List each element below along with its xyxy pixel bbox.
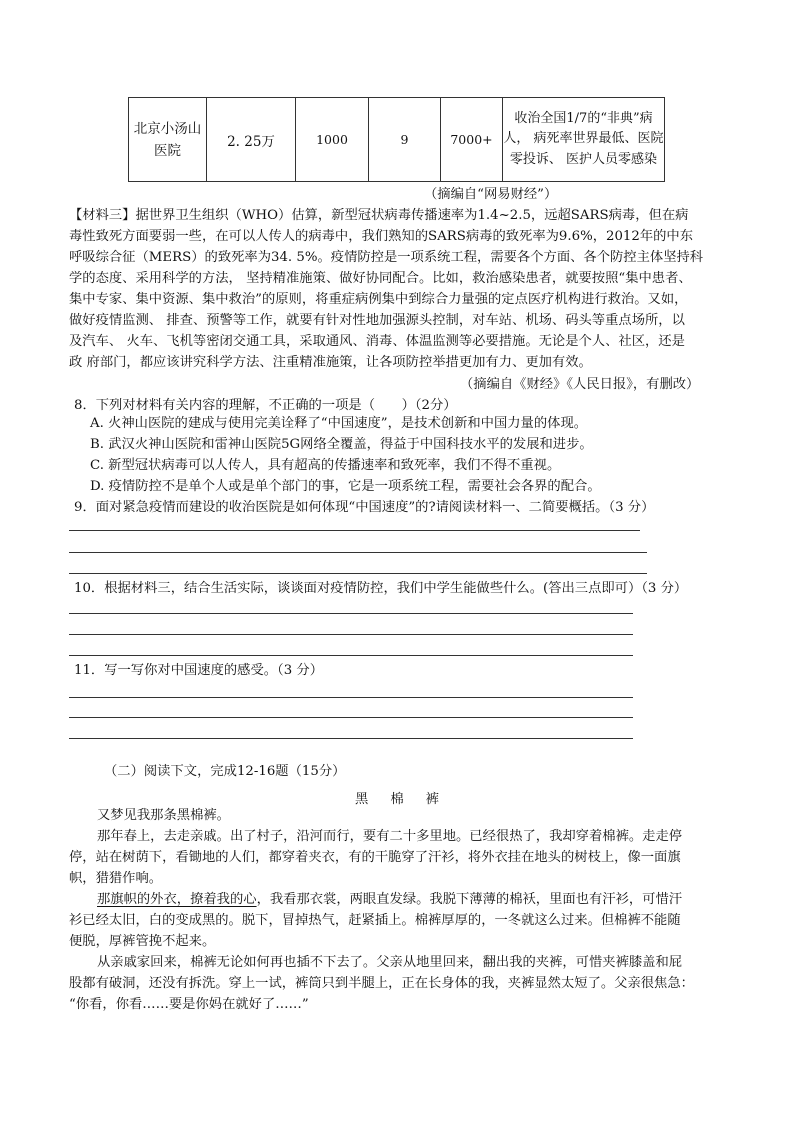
answer-line[interactable] [69,613,633,614]
story-title-char: 裤 [425,792,439,807]
material3-line: 及汽车、 火车、飞机等密闭交通工具，采取通风、消毒、体温监测等必要措施。无论是个人、社区，还是 [69,334,685,349]
story-paragraph-line: 那年春上，去走亲戚。出了村子，沿河而行，要有二十多里地。已经很热了，我却穿着棉裤。走走停 [97,829,683,844]
material3-line: 集中专家、集中资源、集中救治”的原则，将重症病例集中到综合力量强的定点医疗机构进行救治。又如， [69,292,688,307]
material3-line: 【材料三】据世界卫生组织（WHO）估算，新型冠状病毒传播速率为1.4~2.5，远超SARS病毒，但在病 [69,208,689,223]
answer-line[interactable] [69,573,647,574]
staff-cell: 7000+ [441,98,503,182]
story-paragraph-line: 从亲戚家回来，棉裤无论如何再也插不下去了。父亲从地里回来，翻出我的夹裤，可惜夹裤膝盖和屁 [97,955,683,970]
story-paragraph-line: 停，站在树荫下，看锄地的人们，都穿着夹衣，有的干脆穿了汗衫，将外衣挂在地头的树枝上，像一面旗 [69,850,681,865]
hospital-table [128,97,665,182]
q8-stem: 8．下列对材料有关内容的理解，不正确的一项是（ ）（2分） [74,398,457,413]
answer-line[interactable] [69,634,633,635]
hospital-name-cell: 北京小汤山医院 [129,98,207,182]
story-text: ，我看那衣裳，两眼直发绿。我脱下薄薄的棉袄，里面也有汗衫，可惜汗 [256,892,683,907]
q11-stem: 11．写一写你对中国速度的感受。（3 分） [74,663,324,678]
underlined-sentence: 那旗帜的外衣，撩着我的心 [97,892,257,907]
material3-line: 做好疫情监测、 排查、预警等工作，就要有针对性地加强源头控制，对车站、机场、码头等重点场所，以 [69,313,685,328]
answer-line[interactable] [69,530,640,531]
q8-option-d: D. 疫情防控不是单个人或是单个部门的事，它是一项系统工程，需要社会各界的配合。 [90,479,601,494]
area-cell: 2. 25万 [207,98,296,182]
q9-stem: 9．面对紧急疫情而建设的收治医院是如何体现“中国速度”的?请阅读材料一、二简要概括。（3 分） [74,500,655,515]
material3-line: 毒性致死方面要弱一些，在可以人传人的病毒中，我们熟知的SARS病毒的致死率为9.6%，2012年的中东 [69,229,694,244]
note-cell: 收治全国1/7的“非典”病人， 病死率世界最低、医院零投诉、 医护人员零感染 [503,98,665,182]
answer-line[interactable] [69,552,647,553]
answer-line[interactable] [69,697,633,698]
story-paragraph-line: 股都有破洞，还没有拆洗。穿上一试，裤筒只到半腿上，正在长身体的我，夹裤显然太短了。父亲很焦急： [69,976,694,991]
beds-cell: 1000 [296,98,369,182]
section-two-heading: （二）阅读下文，完成12-16题（15分） [104,764,346,779]
table-row [129,98,665,182]
story-title-char: 棉 [390,792,404,807]
story-paragraph-line: 衫已经太旧，白的变成黑的。脱下，冒掉热气，赶紧插上。棉裤厚厚的，一冬就这么过来。但棉裤不能随 [69,913,681,928]
story-paragraph-line: 帜，猎猎作响。 [69,871,163,886]
q8-option-c: C. 新型冠状病毒可以人传人，具有超高的传播速率和致死率，我们不得不重视。 [90,458,561,473]
answer-line[interactable] [69,717,633,718]
q10-stem: 10．根据材料三，结合生活实际，谈谈面对疫情防控，我们中学生能做些什么。(答出三点即可）（3 分） [74,581,688,596]
source-caijing: （摘编自《财经》《人民日报》，有删改） [460,377,700,392]
story-paragraph-line: 便脱，厚裤管挽不起来。 [69,934,216,949]
source-netease: （摘编自“网易财经”） [424,187,558,202]
story-paragraph-line: “你看，你看……要是你妈在就好了……” [69,997,309,1012]
story-paragraph-line [97,889,757,910]
story-paragraph-1: 又梦见我那条黑棉裤。 [97,808,230,823]
days-cell: 9 [369,98,441,182]
material3-line: 学的态度、采用科学的方法， 坚持精准施策、做好协同配合。比如，救治感染患者，就要按照“集中患者、 [69,271,692,286]
q8-option-a: A. 火神山医院的建成与使用完美诠释了“中国速度”，是技术创新和中国力量的体现。 [90,416,588,431]
answer-line[interactable] [69,655,633,656]
material3-line: 呼吸综合征（MERS）的致死率为34. 5%。疫情防控是一项系统工程，需要各个方面、各个防控主体坚持科 [69,250,704,265]
answer-line[interactable] [69,738,633,739]
material3-line: 政 府部门，都应该讲究科学方法、注重精准施策，让各项防控举措更加有力、更加有效。 [69,355,592,370]
story-title-char: 黑 [355,792,369,807]
q8-option-b: B. 武汉火神山医院和雷神山医院5G网络全覆盖，得益于中国科技水平的发展和进步。 [90,437,593,452]
